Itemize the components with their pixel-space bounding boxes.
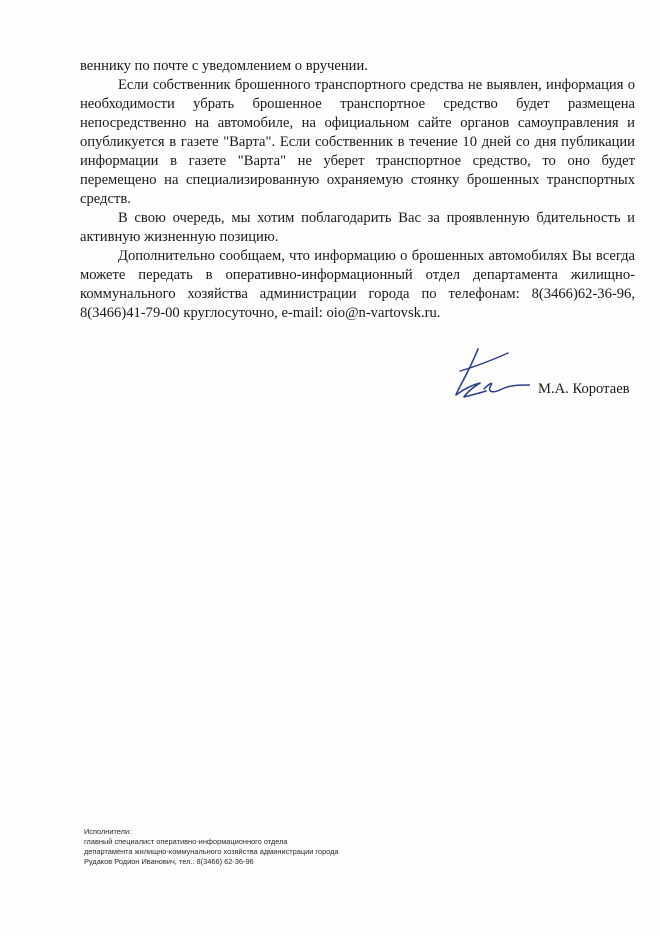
executors-heading: Исполнители: [84, 827, 132, 836]
handwritten-signature [450, 345, 530, 405]
executor-position: главный специалист оперативно-информационного отдела [84, 837, 288, 846]
letter-body [80, 57, 635, 323]
executors-block [84, 827, 404, 867]
executor-contact: Рудаков Родион Иванович, тел.: 8(3466) 62-36-96 [84, 857, 254, 866]
executor-department: департамента жилищно-коммунального хозяйства администрации города [84, 847, 339, 856]
signer-name: М.А. Коротаев [538, 381, 630, 397]
paragraph-gratitude: В свою очередь, мы хотим поблагодарить Вас за проявленную бдительность и активную жизненную позицию. [80, 210, 635, 245]
paragraph-contacts: Дополнительно сообщаем, что информацию о брошенных автомобилях Вы всегда можете передать в оперативно-информационный отдел департамента жилищно-коммунального хозяйства администрации города по телефонам: 8(3466)62-36-96, 8(3466)41-79-00 круглосуточно, e-mail: oio@n-vartovsk.ru. [80, 248, 635, 321]
paragraph-owner-not-found: Если собственник брошенного транспортного средства не выявлен, информация о необходимости убрать брошенное транспортное средство будет размещена непосредственно на автомобиле, на официальном сайте органов самоуправления и опубликуется в газете "Варта". Если собственник в течение 10 дней со дня публикации информации в газете "Варта" не уберет транспортное средство, то оно будет перемещено на специализированную охраняемую стоянку брошенных транспортных средств. [80, 77, 635, 207]
paragraph-continuation: веннику по почте с уведомлением о вручении. [80, 58, 368, 74]
